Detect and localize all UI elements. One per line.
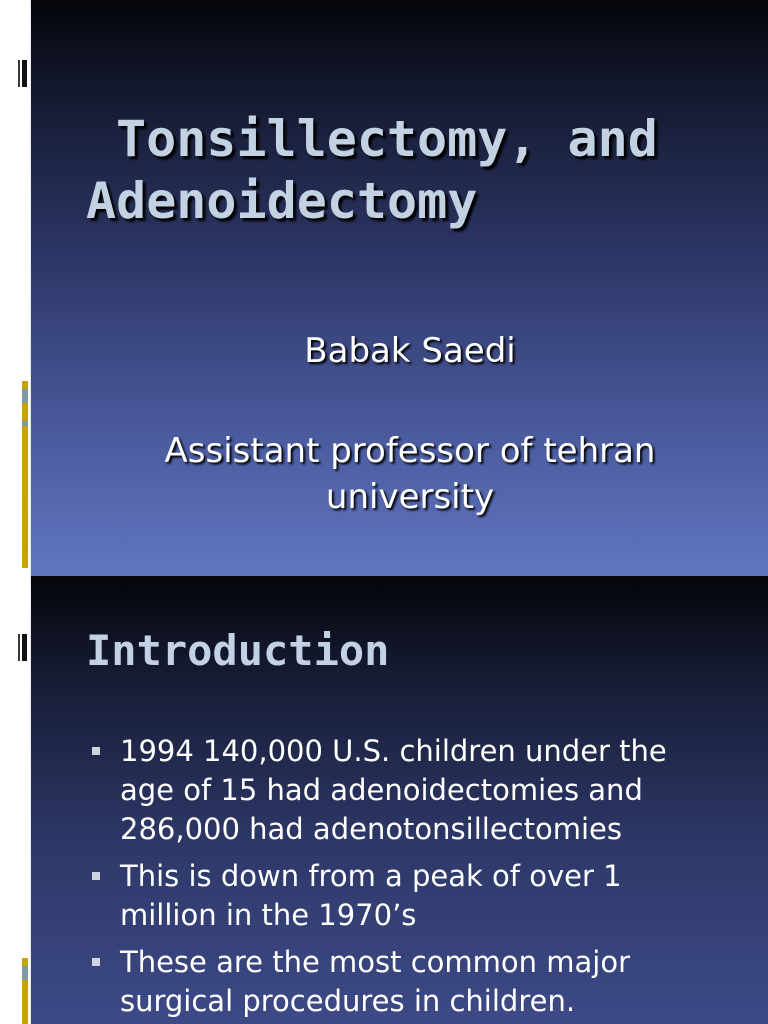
accent-bar-gold	[22, 980, 28, 1024]
deco-bar	[22, 60, 27, 87]
title-line-2: Adenoidectomy	[86, 172, 478, 230]
square-bullet-icon	[92, 872, 100, 880]
slide-title-heading	[86, 108, 726, 232]
author-name: Babak Saedi	[304, 331, 516, 371]
accent-bar-gold	[22, 381, 28, 389]
accent-bar-teal	[22, 389, 28, 403]
bullet-item: These are the most common major surgical procedures in children.	[88, 943, 738, 1021]
square-bullet-icon	[92, 747, 100, 755]
accent-bar-gold	[22, 426, 28, 568]
slide-heading: Introduction	[86, 626, 390, 675]
bullet-list	[88, 732, 738, 1024]
deco-bar	[18, 634, 20, 661]
title-line-1: Tonsillectomy, and	[116, 110, 658, 168]
author-affiliation	[100, 428, 720, 520]
deco-bar	[22, 634, 27, 661]
deco-bar	[18, 60, 20, 87]
bullet-item: 1994 140,000 U.S. children under the age of 15 had adenoidectomies and 286,000 had adenotonsillectomies	[88, 732, 738, 849]
bullet-item: This is down from a peak of over 1 million in the 1970’s	[88, 857, 738, 935]
slide-introduction	[0, 576, 768, 1024]
affiliation-line-2: university	[325, 477, 495, 517]
square-bullet-icon	[92, 958, 100, 966]
affiliation-line-1: Assistant professor of tehran	[164, 431, 656, 471]
accent-bar-gold	[22, 403, 28, 421]
slide-edge-line	[30, 576, 31, 1024]
slide-edge-line	[30, 0, 31, 576]
accent-bar-teal	[22, 966, 28, 980]
accent-bar-gold	[22, 958, 28, 966]
